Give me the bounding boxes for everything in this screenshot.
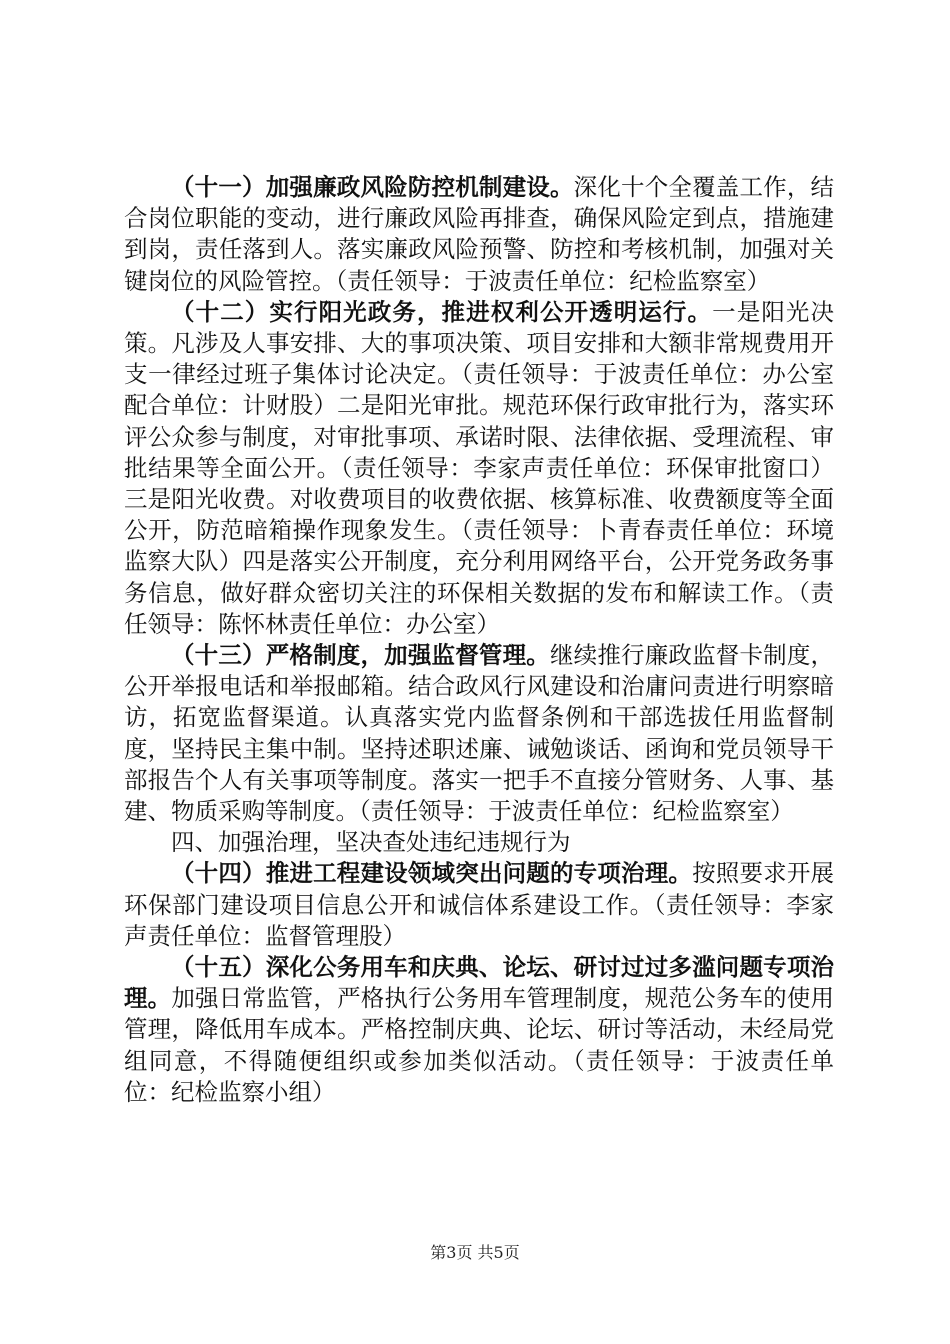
- paragraph-12-body: 一是阳光决策。凡涉及人事安排、大的事项决策、项目安排和大额非常规费用开支一律经过班子集体讨论决定。（责任领导：于波责任单位：办公室配合单位：计财股）二是阳光审批。规范环保行政审批行为，落实环评公众参与制度，对审批事项、承诺时限、法律依据、受理流程、审批结果等全面公开。（责任领导：李家声责任单位：环保审批窗口）三是阳光收费。对收费项目的收费依据、核算标准、收费额度等全面公开，防范暗箱操作现象发生。（责任领导：卜青春责任单位：环境监察大队）四是落实公开制度，充分利用网络平台，公开党务政务事务信息，做好群众密切关注的环保相关数据的发布和解读工作。（责任领导：陈怀林责任单位：办公室）: [124, 297, 835, 638]
- paragraph-15-lead: （十五）深化公务用车和庆典、论坛、研讨过过多滥问题专项治理。: [124, 953, 834, 1013]
- document-body: [124, 172, 834, 1108]
- paragraph-13-body: 继续推行廉政监督卡制度，公开举报电话和举报邮箱。结合政风行风建设和治庸问责进行明察暗访，拓宽监督渠道。认真落实党内监督条例和干部选拔任用监督制度，坚持民主集中制。坚持述职述廉、诫勉谈话、函询和党员领导干部报告个人有关事项等制度。落实一把手不直接分管财务、人事、基建、物质采购等制度。（责任领导：于波责任单位：纪检监察室）: [124, 641, 835, 826]
- paragraph-15-body: 加强日常监管，严格执行公务用车管理制度，规范公务车的使用管理，降低用车成本。严格控制庆典、论坛、研讨等活动，未经局党组同意，不得随便组织或参加类似活动。（责任领导：于波责任单位：纪检监察小组）: [124, 984, 835, 1106]
- section-heading-4: 四、加强治理，坚决查处违纪违规行为: [171, 828, 571, 857]
- paragraph-14: [124, 858, 834, 952]
- paragraph-12: [124, 297, 834, 640]
- paragraph-13: [124, 640, 834, 827]
- paragraph-14-body: 按照要求开展环保部门建设项目信息公开和诚信体系建设工作。（责任领导：李家声责任单位：监督管理股）: [124, 859, 835, 950]
- paragraph-11-body: 深化十个全覆盖工作，结合岗位职能的变动，进行廉政风险再排查，确保风险定到点，措施建到岗，责任落到人。落实廉政风险预警、防控和考核机制，加强对关键岗位的风险管控。（责任领导：于波责任单位：纪检监察室）: [124, 173, 835, 295]
- paragraph-11-lead: （十一）加强廉政风险防控机制建设。: [171, 173, 574, 201]
- page-number-footer: 第3页 共5页: [430, 1243, 520, 1262]
- paragraph-11: [124, 172, 834, 297]
- paragraph-13-lead: （十三）严格制度，加强监督管理。: [171, 641, 550, 670]
- paragraph-15: [124, 952, 834, 1108]
- paragraph-14-lead: （十四）推进工程建设领域突出问题的专项治理。: [171, 859, 693, 888]
- paragraph-12-lead: （十二）实行阳光政务，推进权利公开透明运行。: [171, 297, 713, 326]
